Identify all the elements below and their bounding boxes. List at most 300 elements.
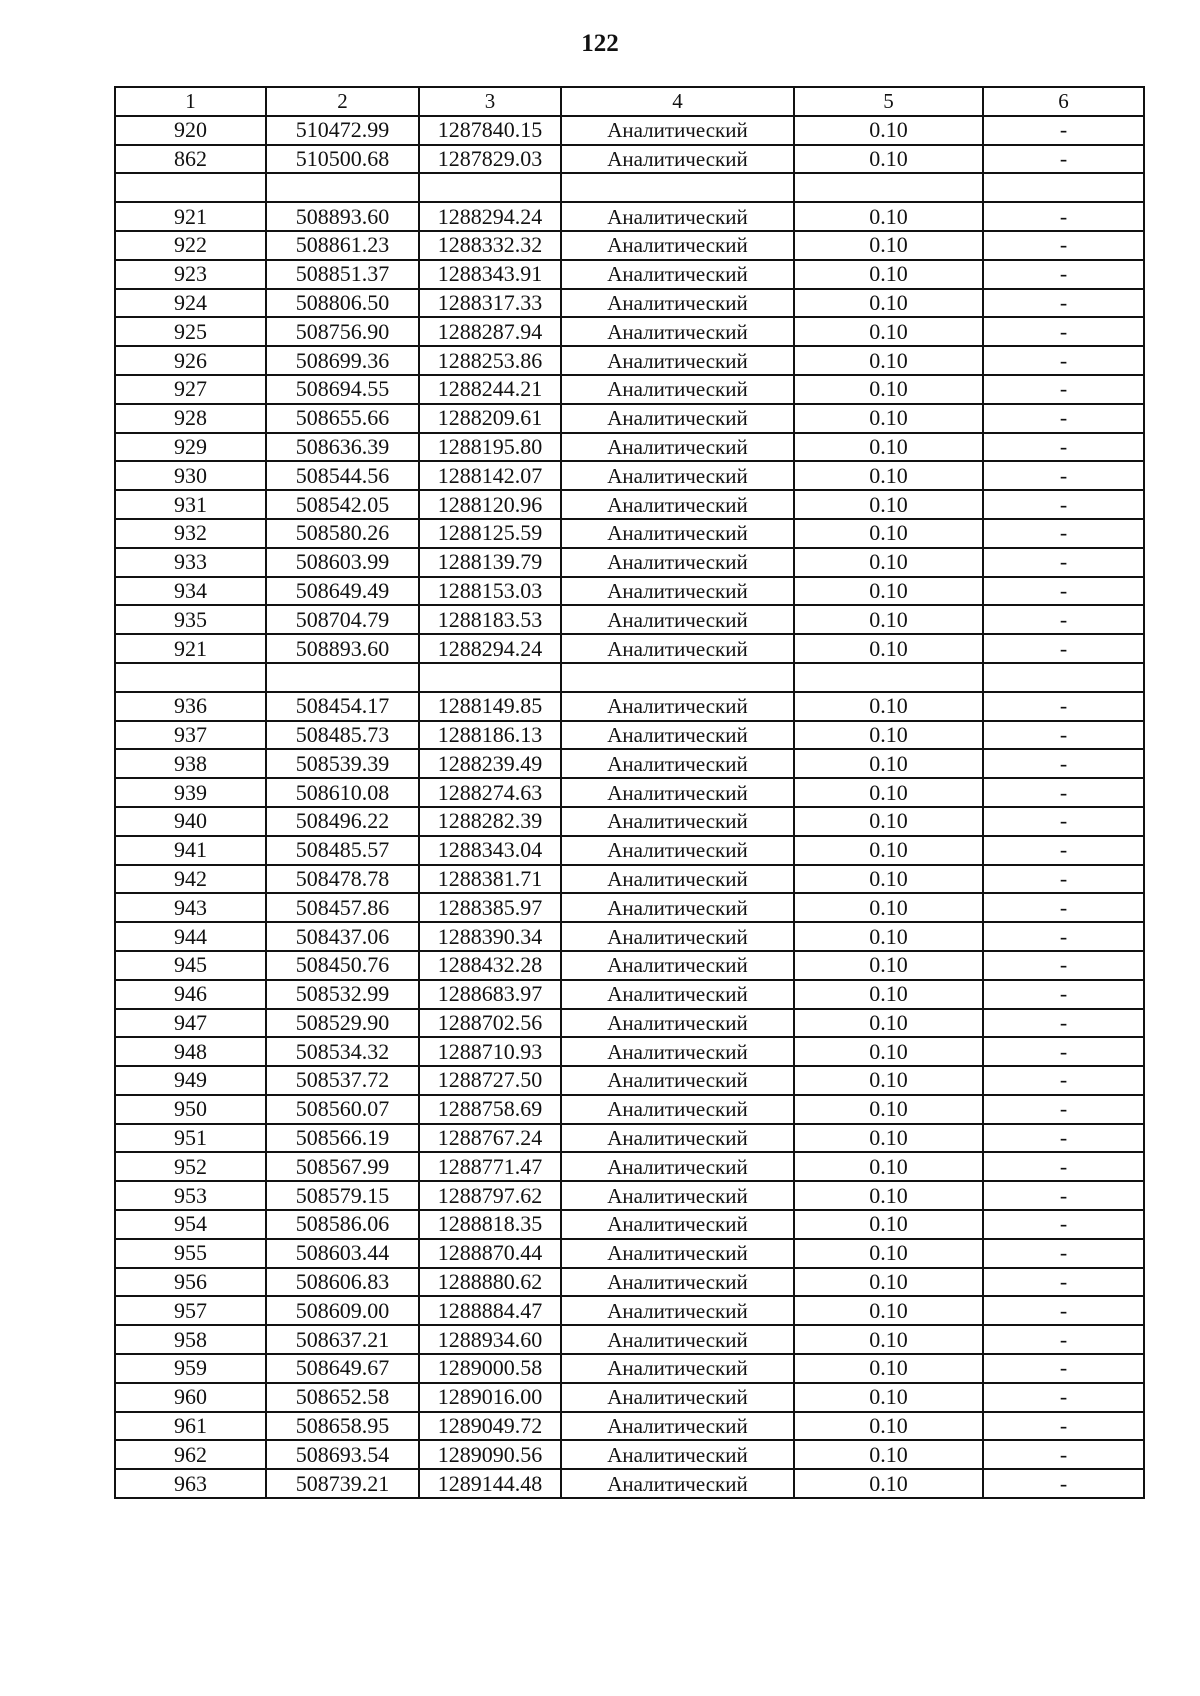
- cell-y-coordinate: 1287840.15: [419, 116, 561, 145]
- cell-note: -: [983, 461, 1144, 490]
- cell-note: -: [983, 893, 1144, 922]
- cell-point-number: 923: [115, 260, 266, 289]
- cell-point-number: 960: [115, 1383, 266, 1412]
- cell-y-coordinate: 1288294.24: [419, 202, 561, 231]
- cell-note: -: [983, 1152, 1144, 1181]
- table-row: [115, 836, 1144, 865]
- cell-x-coordinate: 508457.86: [266, 893, 419, 922]
- table-row: [115, 1268, 1144, 1297]
- cell-point-number: 938: [115, 749, 266, 778]
- cell-x-coordinate: 508579.15: [266, 1181, 419, 1210]
- table-row: [115, 145, 1144, 174]
- cell-x-coordinate: 508532.99: [266, 980, 419, 1009]
- table-row: [115, 375, 1144, 404]
- table-row: [115, 317, 1144, 346]
- column-header-x-coordinate: 2: [266, 87, 419, 116]
- table-row: [115, 1009, 1144, 1038]
- cell-x-coordinate: 508699.36: [266, 346, 419, 375]
- cell-note: -: [983, 1066, 1144, 1095]
- cell-method: Аналитический: [561, 433, 794, 462]
- cell-method: Аналитический: [561, 1095, 794, 1124]
- cell-point-number: 957: [115, 1296, 266, 1325]
- cell-note: [983, 663, 1144, 692]
- cell-method: Аналитический: [561, 951, 794, 980]
- cell-note: -: [983, 548, 1144, 577]
- cell-x-coordinate: 508649.49: [266, 577, 419, 606]
- table-row: [115, 1037, 1144, 1066]
- cell-x-coordinate: 508610.08: [266, 778, 419, 807]
- cell-y-coordinate: 1288771.47: [419, 1152, 561, 1181]
- table-row: [115, 490, 1144, 519]
- cell-x-coordinate: 508652.58: [266, 1383, 419, 1412]
- cell-accuracy: 0.10: [794, 1095, 983, 1124]
- cell-point-number: 951: [115, 1124, 266, 1153]
- cell-method: Аналитический: [561, 865, 794, 894]
- cell-y-coordinate: 1288139.79: [419, 548, 561, 577]
- cell-y-coordinate: 1288710.93: [419, 1037, 561, 1066]
- cell-point-number: 950: [115, 1095, 266, 1124]
- cell-note: -: [983, 778, 1144, 807]
- cell-x-coordinate: 508544.56: [266, 461, 419, 490]
- cell-x-coordinate: [266, 173, 419, 202]
- cell-accuracy: 0.10: [794, 1239, 983, 1268]
- cell-method: Аналитический: [561, 692, 794, 721]
- table-row: [115, 893, 1144, 922]
- cell-note: -: [983, 807, 1144, 836]
- cell-y-coordinate: 1288253.86: [419, 346, 561, 375]
- cell-note: -: [983, 1354, 1144, 1383]
- cell-accuracy: 0.10: [794, 260, 983, 289]
- cell-y-coordinate: 1288385.97: [419, 893, 561, 922]
- table-row: [115, 634, 1144, 663]
- cell-y-coordinate: [419, 663, 561, 692]
- cell-x-coordinate: 508586.06: [266, 1210, 419, 1239]
- cell-accuracy: [794, 173, 983, 202]
- cell-accuracy: 0.10: [794, 721, 983, 750]
- cell-accuracy: 0.10: [794, 116, 983, 145]
- cell-note: -: [983, 231, 1144, 260]
- cell-method: Аналитический: [561, 260, 794, 289]
- cell-note: -: [983, 1383, 1144, 1412]
- cell-note: -: [983, 605, 1144, 634]
- cell-y-coordinate: 1289090.56: [419, 1440, 561, 1469]
- cell-accuracy: 0.10: [794, 1383, 983, 1412]
- separator-row: [115, 173, 1144, 202]
- cell-point-number: 862: [115, 145, 266, 174]
- cell-x-coordinate: 508454.17: [266, 692, 419, 721]
- table-row: [115, 404, 1144, 433]
- cell-y-coordinate: 1289000.58: [419, 1354, 561, 1383]
- cell-x-coordinate: 508542.05: [266, 490, 419, 519]
- cell-x-coordinate: 508560.07: [266, 1095, 419, 1124]
- cell-method: Аналитический: [561, 490, 794, 519]
- cell-method: Аналитический: [561, 1268, 794, 1297]
- cell-x-coordinate: 508566.19: [266, 1124, 419, 1153]
- cell-method: [561, 663, 794, 692]
- cell-method: Аналитический: [561, 1325, 794, 1354]
- cell-y-coordinate: 1288390.34: [419, 922, 561, 951]
- cell-method: Аналитический: [561, 1066, 794, 1095]
- cell-y-coordinate: 1288332.32: [419, 231, 561, 260]
- cell-accuracy: 0.10: [794, 317, 983, 346]
- cell-method: Аналитический: [561, 1440, 794, 1469]
- cell-y-coordinate: 1288880.62: [419, 1268, 561, 1297]
- cell-x-coordinate: 508485.73: [266, 721, 419, 750]
- cell-point-number: 942: [115, 865, 266, 894]
- cell-x-coordinate: 508450.76: [266, 951, 419, 980]
- cell-y-coordinate: 1289049.72: [419, 1412, 561, 1441]
- column-header-note: 6: [983, 87, 1144, 116]
- table-row: [115, 231, 1144, 260]
- cell-point-number: 956: [115, 1268, 266, 1297]
- cell-accuracy: 0.10: [794, 1124, 983, 1153]
- cell-point-number: 928: [115, 404, 266, 433]
- cell-accuracy: 0.10: [794, 1037, 983, 1066]
- cell-accuracy: 0.10: [794, 807, 983, 836]
- cell-x-coordinate: 508529.90: [266, 1009, 419, 1038]
- cell-accuracy: 0.10: [794, 893, 983, 922]
- cell-y-coordinate: [419, 173, 561, 202]
- cell-note: -: [983, 289, 1144, 318]
- cell-point-number: 927: [115, 375, 266, 404]
- cell-note: -: [983, 1037, 1144, 1066]
- cell-point-number: 944: [115, 922, 266, 951]
- cell-y-coordinate: 1289016.00: [419, 1383, 561, 1412]
- cell-point-number: 926: [115, 346, 266, 375]
- cell-method: Аналитический: [561, 605, 794, 634]
- cell-point-number: 921: [115, 634, 266, 663]
- cell-accuracy: 0.10: [794, 145, 983, 174]
- table-row: [115, 116, 1144, 145]
- cell-note: -: [983, 519, 1144, 548]
- cell-y-coordinate: 1288343.04: [419, 836, 561, 865]
- cell-note: -: [983, 1440, 1144, 1469]
- table-row: [115, 778, 1144, 807]
- cell-x-coordinate: 508893.60: [266, 202, 419, 231]
- table-row: [115, 1095, 1144, 1124]
- cell-method: Аналитический: [561, 980, 794, 1009]
- cell-accuracy: 0.10: [794, 231, 983, 260]
- cell-point-number: 948: [115, 1037, 266, 1066]
- cell-x-coordinate: 508851.37: [266, 260, 419, 289]
- cell-point-number: 931: [115, 490, 266, 519]
- cell-point-number: 929: [115, 433, 266, 462]
- cell-accuracy: 0.10: [794, 404, 983, 433]
- cell-x-coordinate: 508861.23: [266, 231, 419, 260]
- cell-accuracy: 0.10: [794, 461, 983, 490]
- cell-accuracy: 0.10: [794, 519, 983, 548]
- cell-method: Аналитический: [561, 577, 794, 606]
- cell-note: -: [983, 404, 1144, 433]
- cell-x-coordinate: 508609.00: [266, 1296, 419, 1325]
- cell-x-coordinate: 508704.79: [266, 605, 419, 634]
- cell-point-number: 946: [115, 980, 266, 1009]
- cell-accuracy: 0.10: [794, 1210, 983, 1239]
- cell-method: Аналитический: [561, 317, 794, 346]
- cell-accuracy: 0.10: [794, 951, 983, 980]
- cell-accuracy: 0.10: [794, 375, 983, 404]
- cell-method: Аналитический: [561, 1037, 794, 1066]
- cell-x-coordinate: 508636.39: [266, 433, 419, 462]
- table-row: [115, 1440, 1144, 1469]
- cell-method: Аналитический: [561, 749, 794, 778]
- cell-method: Аналитический: [561, 836, 794, 865]
- cell-y-coordinate: 1288183.53: [419, 605, 561, 634]
- cell-note: [983, 173, 1144, 202]
- table-row: [115, 202, 1144, 231]
- cell-accuracy: 0.10: [794, 1354, 983, 1383]
- cell-x-coordinate: 510472.99: [266, 116, 419, 145]
- cell-note: -: [983, 1412, 1144, 1441]
- cell-note: -: [983, 836, 1144, 865]
- cell-x-coordinate: 508893.60: [266, 634, 419, 663]
- cell-method: Аналитический: [561, 721, 794, 750]
- cell-x-coordinate: 510500.68: [266, 145, 419, 174]
- cell-method: Аналитический: [561, 548, 794, 577]
- cell-x-coordinate: [266, 663, 419, 692]
- cell-accuracy: 0.10: [794, 289, 983, 318]
- cell-point-number: [115, 663, 266, 692]
- cell-accuracy: 0.10: [794, 1066, 983, 1095]
- cell-y-coordinate: 1288381.71: [419, 865, 561, 894]
- cell-accuracy: 0.10: [794, 490, 983, 519]
- table-row: [115, 519, 1144, 548]
- table-row: [115, 749, 1144, 778]
- cell-accuracy: 0.10: [794, 1412, 983, 1441]
- cell-accuracy: 0.10: [794, 1325, 983, 1354]
- cell-note: -: [983, 865, 1144, 894]
- cell-x-coordinate: 508756.90: [266, 317, 419, 346]
- cell-y-coordinate: 1288758.69: [419, 1095, 561, 1124]
- cell-point-number: 922: [115, 231, 266, 260]
- table-row: [115, 461, 1144, 490]
- cell-point-number: 921: [115, 202, 266, 231]
- cell-note: -: [983, 1325, 1144, 1354]
- cell-y-coordinate: 1288884.47: [419, 1296, 561, 1325]
- cell-note: -: [983, 634, 1144, 663]
- cell-point-number: 958: [115, 1325, 266, 1354]
- cell-x-coordinate: 508534.32: [266, 1037, 419, 1066]
- table-row: [115, 1124, 1144, 1153]
- cell-accuracy: 0.10: [794, 433, 983, 462]
- cell-point-number: 954: [115, 1210, 266, 1239]
- cell-x-coordinate: 508539.39: [266, 749, 419, 778]
- cell-y-coordinate: 1288142.07: [419, 461, 561, 490]
- cell-method: Аналитический: [561, 375, 794, 404]
- cell-point-number: 955: [115, 1239, 266, 1268]
- cell-point-number: 963: [115, 1469, 266, 1498]
- cell-x-coordinate: 508603.44: [266, 1239, 419, 1268]
- cell-method: Аналитический: [561, 1181, 794, 1210]
- cell-accuracy: 0.10: [794, 202, 983, 231]
- cell-x-coordinate: 508739.21: [266, 1469, 419, 1498]
- table-row: [115, 346, 1144, 375]
- cell-x-coordinate: 508658.95: [266, 1412, 419, 1441]
- cell-y-coordinate: 1288195.80: [419, 433, 561, 462]
- cell-method: Аналитический: [561, 778, 794, 807]
- cell-x-coordinate: 508437.06: [266, 922, 419, 951]
- cell-y-coordinate: 1288209.61: [419, 404, 561, 433]
- column-header-y-coordinate: 3: [419, 87, 561, 116]
- cell-y-coordinate: 1288797.62: [419, 1181, 561, 1210]
- cell-x-coordinate: 508694.55: [266, 375, 419, 404]
- cell-point-number: 920: [115, 116, 266, 145]
- cell-x-coordinate: 508637.21: [266, 1325, 419, 1354]
- cell-note: -: [983, 749, 1144, 778]
- cell-note: -: [983, 346, 1144, 375]
- cell-method: Аналитический: [561, 893, 794, 922]
- cell-x-coordinate: 508649.67: [266, 1354, 419, 1383]
- cell-point-number: [115, 173, 266, 202]
- cell-note: -: [983, 692, 1144, 721]
- cell-y-coordinate: 1289144.48: [419, 1469, 561, 1498]
- cell-note: -: [983, 951, 1144, 980]
- cell-accuracy: 0.10: [794, 577, 983, 606]
- table-row: [115, 1296, 1144, 1325]
- cell-y-coordinate: 1288343.91: [419, 260, 561, 289]
- cell-y-coordinate: 1288934.60: [419, 1325, 561, 1354]
- cell-method: Аналитический: [561, 231, 794, 260]
- table-row: [115, 1354, 1144, 1383]
- cell-point-number: 937: [115, 721, 266, 750]
- cell-method: Аналитический: [561, 404, 794, 433]
- cell-accuracy: 0.10: [794, 1152, 983, 1181]
- table-row: [115, 605, 1144, 634]
- cell-point-number: 939: [115, 778, 266, 807]
- table-row: [115, 548, 1144, 577]
- cell-accuracy: 0.10: [794, 749, 983, 778]
- table-row: [115, 577, 1144, 606]
- cell-note: -: [983, 1009, 1144, 1038]
- cell-note: -: [983, 490, 1144, 519]
- table-row: [115, 289, 1144, 318]
- cell-accuracy: 0.10: [794, 692, 983, 721]
- table-body: [115, 87, 1144, 1498]
- cell-y-coordinate: 1287829.03: [419, 145, 561, 174]
- cell-method: Аналитический: [561, 116, 794, 145]
- cell-point-number: 932: [115, 519, 266, 548]
- cell-y-coordinate: 1288683.97: [419, 980, 561, 1009]
- cell-note: -: [983, 433, 1144, 462]
- table-row: [115, 260, 1144, 289]
- cell-method: Аналитический: [561, 1412, 794, 1441]
- cell-x-coordinate: 508567.99: [266, 1152, 419, 1181]
- table-row: [115, 1152, 1144, 1181]
- cell-note: -: [983, 317, 1144, 346]
- table-row: [115, 1469, 1144, 1498]
- cell-x-coordinate: 508806.50: [266, 289, 419, 318]
- cell-accuracy: 0.10: [794, 1009, 983, 1038]
- cell-x-coordinate: 508603.99: [266, 548, 419, 577]
- cell-method: Аналитический: [561, 1009, 794, 1038]
- cell-accuracy: [794, 663, 983, 692]
- table-row: [115, 865, 1144, 894]
- table-row: [115, 922, 1144, 951]
- cell-method: Аналитический: [561, 1469, 794, 1498]
- table-row: [115, 1325, 1144, 1354]
- cell-method: Аналитический: [561, 461, 794, 490]
- cell-point-number: 934: [115, 577, 266, 606]
- cell-y-coordinate: 1288870.44: [419, 1239, 561, 1268]
- cell-point-number: 924: [115, 289, 266, 318]
- cell-note: -: [983, 1268, 1144, 1297]
- cell-y-coordinate: 1288294.24: [419, 634, 561, 663]
- cell-note: -: [983, 1469, 1144, 1498]
- cell-point-number: 959: [115, 1354, 266, 1383]
- table-header-row: [115, 87, 1144, 116]
- cell-note: -: [983, 1181, 1144, 1210]
- coordinates-table: [114, 86, 1145, 1499]
- cell-x-coordinate: 508655.66: [266, 404, 419, 433]
- cell-y-coordinate: 1288317.33: [419, 289, 561, 318]
- cell-point-number: 930: [115, 461, 266, 490]
- page-number: 122: [581, 30, 619, 57]
- cell-point-number: 952: [115, 1152, 266, 1181]
- cell-accuracy: 0.10: [794, 634, 983, 663]
- cell-note: -: [983, 260, 1144, 289]
- cell-note: -: [983, 116, 1144, 145]
- table-row: [115, 692, 1144, 721]
- cell-note: -: [983, 202, 1144, 231]
- cell-note: -: [983, 922, 1144, 951]
- cell-y-coordinate: 1288727.50: [419, 1066, 561, 1095]
- cell-accuracy: 0.10: [794, 605, 983, 634]
- cell-x-coordinate: 508478.78: [266, 865, 419, 894]
- cell-accuracy: 0.10: [794, 1469, 983, 1498]
- cell-y-coordinate: 1288432.28: [419, 951, 561, 980]
- table-row: [115, 1066, 1144, 1095]
- cell-note: -: [983, 375, 1144, 404]
- cell-x-coordinate: 508537.72: [266, 1066, 419, 1095]
- cell-method: Аналитический: [561, 1239, 794, 1268]
- table-row: [115, 951, 1144, 980]
- cell-point-number: 949: [115, 1066, 266, 1095]
- cell-method: Аналитический: [561, 807, 794, 836]
- cell-accuracy: 0.10: [794, 1181, 983, 1210]
- column-header-point-number: 1: [115, 87, 266, 116]
- cell-y-coordinate: 1288818.35: [419, 1210, 561, 1239]
- cell-point-number: 953: [115, 1181, 266, 1210]
- cell-note: -: [983, 145, 1144, 174]
- table-row: [115, 1239, 1144, 1268]
- cell-y-coordinate: 1288702.56: [419, 1009, 561, 1038]
- cell-x-coordinate: 508580.26: [266, 519, 419, 548]
- cell-note: -: [983, 1124, 1144, 1153]
- cell-point-number: 943: [115, 893, 266, 922]
- cell-accuracy: 0.10: [794, 346, 983, 375]
- cell-method: Аналитический: [561, 634, 794, 663]
- cell-y-coordinate: 1288244.21: [419, 375, 561, 404]
- column-header-accuracy: 5: [794, 87, 983, 116]
- cell-note: -: [983, 577, 1144, 606]
- table-row: [115, 1181, 1144, 1210]
- cell-method: Аналитический: [561, 1296, 794, 1325]
- cell-accuracy: 0.10: [794, 1268, 983, 1297]
- table-row: [115, 1383, 1144, 1412]
- cell-point-number: 935: [115, 605, 266, 634]
- cell-point-number: 961: [115, 1412, 266, 1441]
- cell-accuracy: 0.10: [794, 922, 983, 951]
- cell-accuracy: 0.10: [794, 980, 983, 1009]
- cell-y-coordinate: 1288149.85: [419, 692, 561, 721]
- cell-accuracy: 0.10: [794, 865, 983, 894]
- cell-x-coordinate: 508693.54: [266, 1440, 419, 1469]
- cell-x-coordinate: 508606.83: [266, 1268, 419, 1297]
- cell-accuracy: 0.10: [794, 548, 983, 577]
- cell-accuracy: 0.10: [794, 1440, 983, 1469]
- cell-point-number: 936: [115, 692, 266, 721]
- table-row: [115, 1210, 1144, 1239]
